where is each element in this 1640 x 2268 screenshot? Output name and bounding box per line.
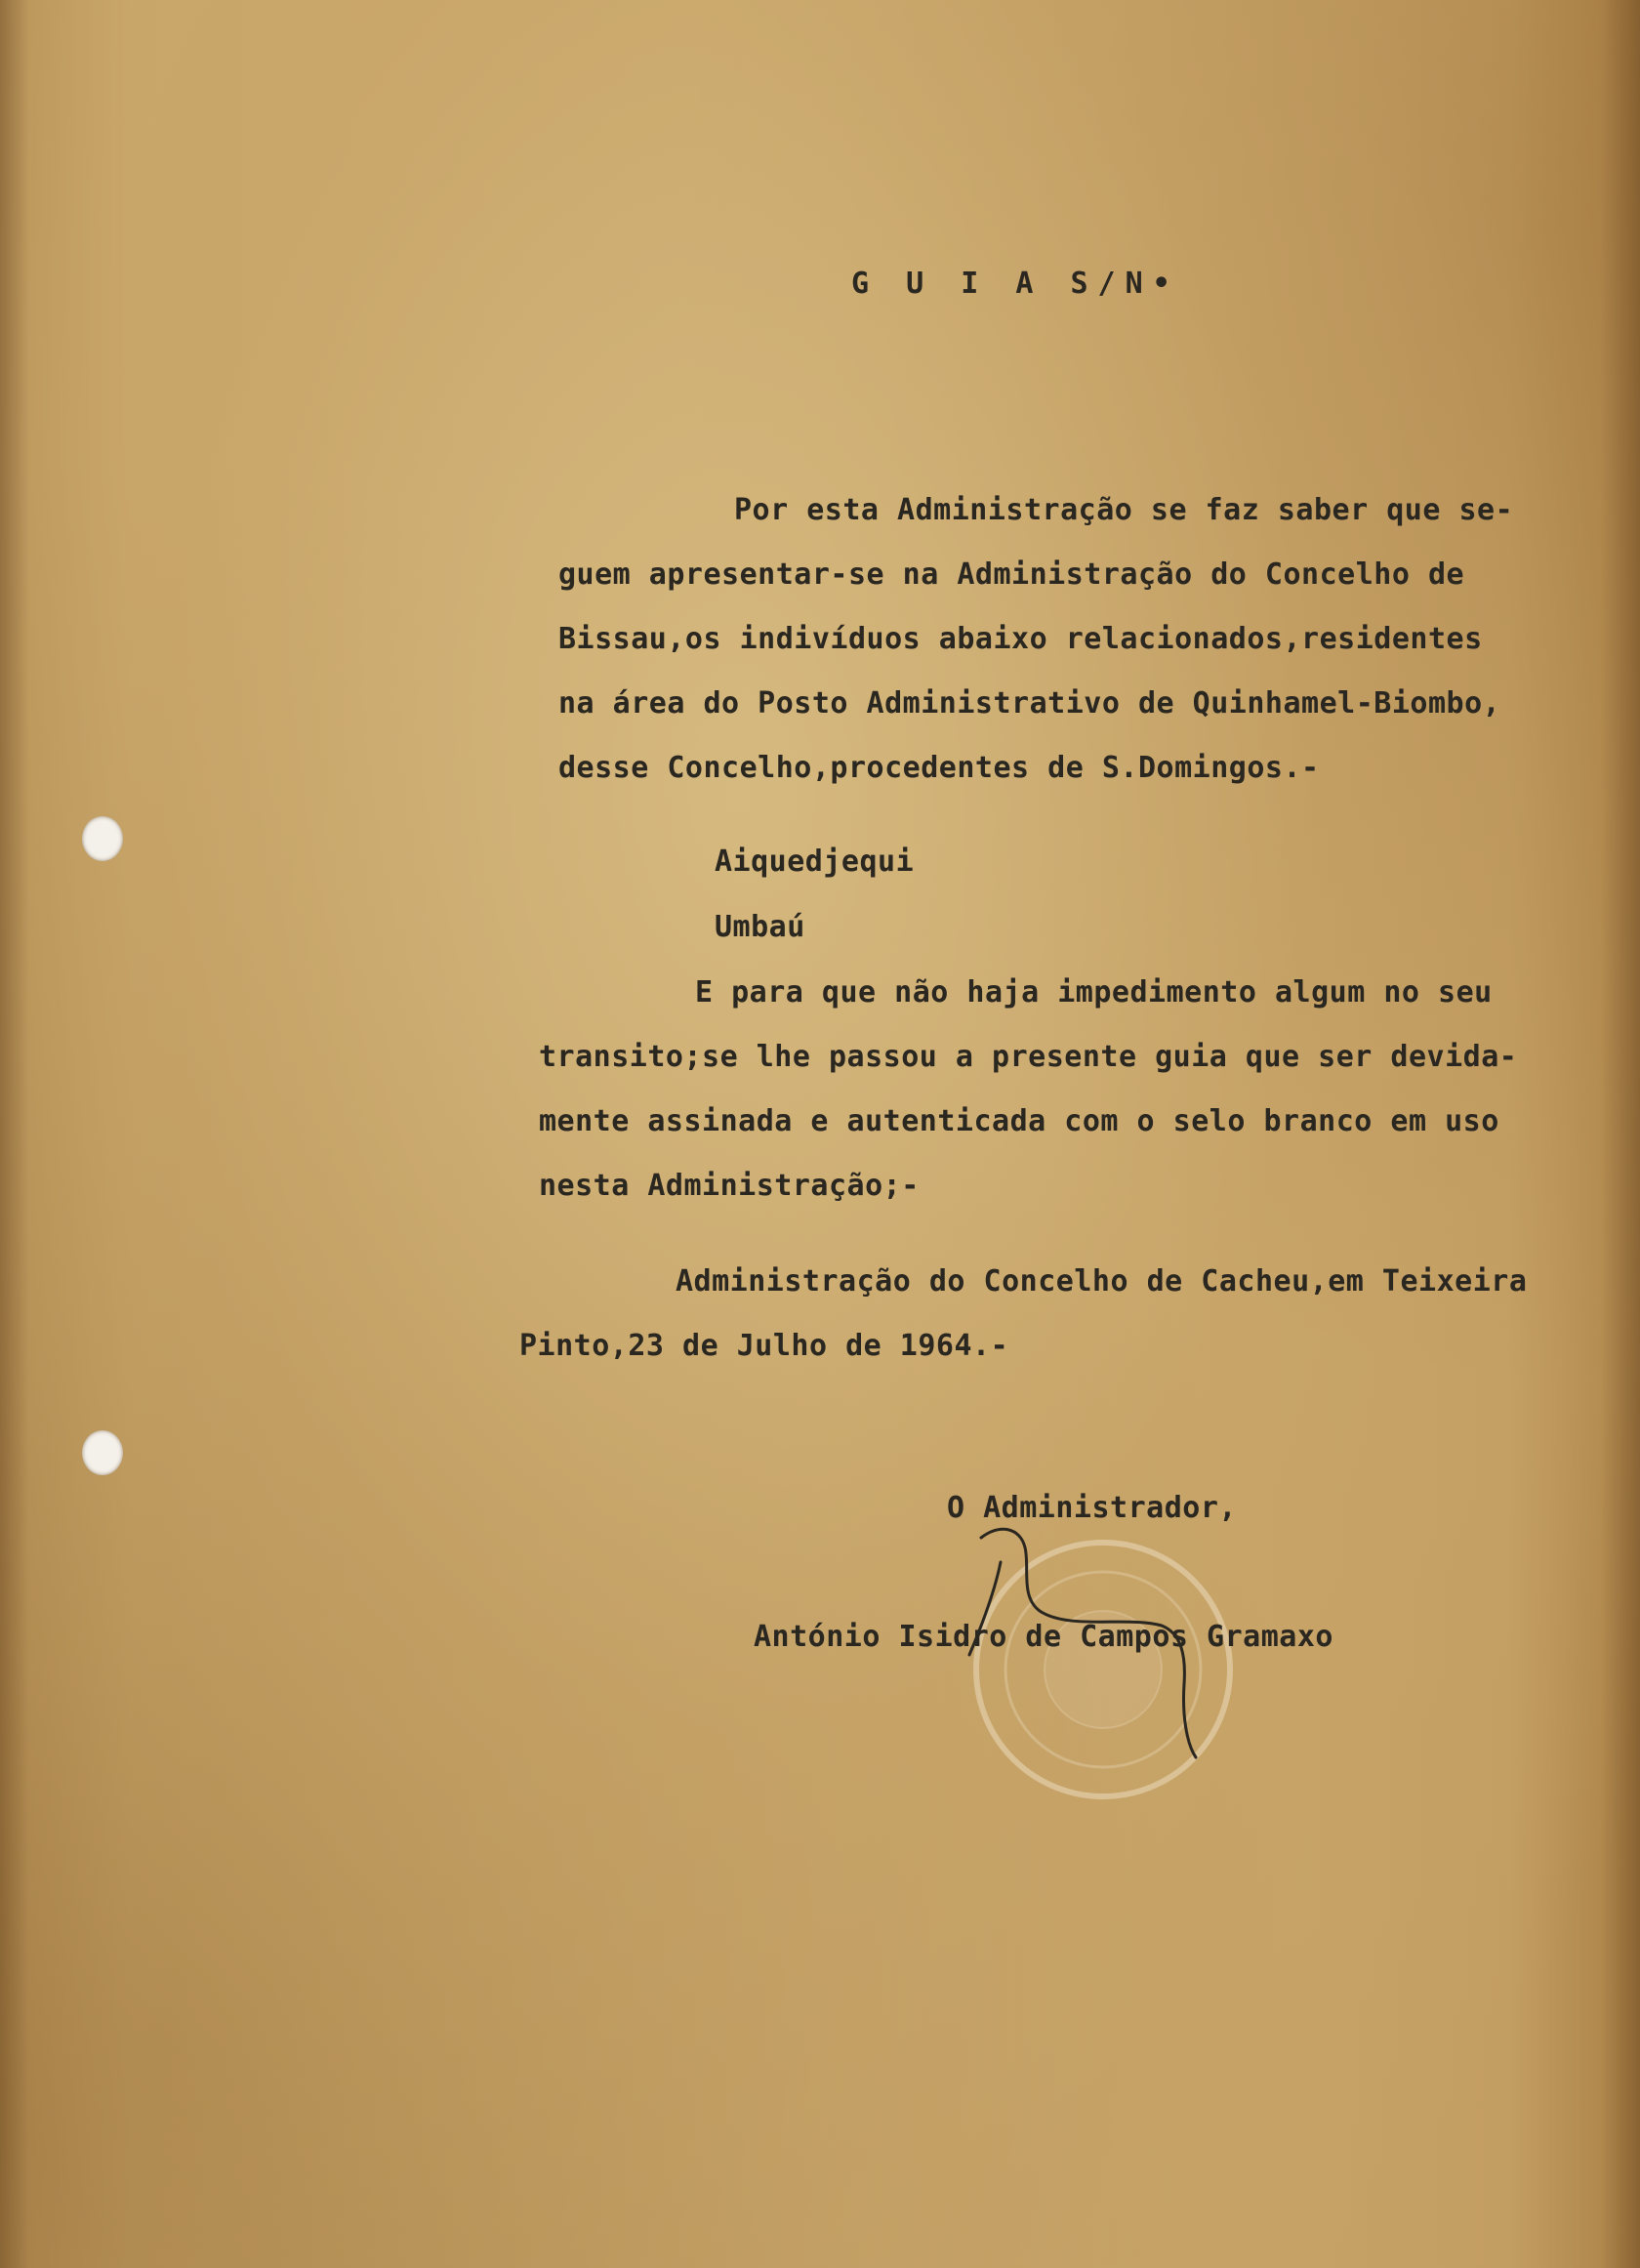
body-line-5: desse Concelho,procedentes de S.Domingos.-	[558, 751, 1320, 785]
place-date-line-1: Administração do Concelho de Cacheu,em Teixeira	[676, 1264, 1528, 1299]
closing-line-1: E para que não haja impedimento algum no seu	[695, 975, 1493, 1010]
body-line-1: Por esta Administração se faz saber que se-	[734, 493, 1514, 527]
signatory-name: António Isidro de Campos Gramaxo	[754, 1620, 1333, 1654]
person-name-1: Aiquedjequi	[715, 845, 915, 879]
person-name-2: Umbaú	[715, 910, 805, 944]
closing-line-2: transito;se lhe passou a presente guia que ser devida-	[539, 1040, 1518, 1074]
body-line-3: Bissau,os indivíduos abaixo relacionados,residentes	[558, 622, 1483, 656]
handwritten-signature	[962, 1518, 1254, 1772]
document-title: G U I A S/N•	[851, 267, 1180, 301]
body-line-4: na área do Posto Administrativo de Quinhamel-Biombo,	[558, 686, 1501, 721]
place-date-line-2: Pinto,23 de Julho de 1964.-	[519, 1329, 1009, 1363]
paper-left-edge	[0, 0, 29, 2268]
punch-hole-lower	[82, 1430, 123, 1475]
paper-right-edge	[1601, 0, 1640, 2268]
signatory-title: O Administrador,	[947, 1491, 1237, 1525]
punch-hole-upper	[82, 816, 123, 861]
closing-line-3: mente assinada e autenticada com o selo branco em uso	[539, 1104, 1499, 1138]
closing-line-4: nesta Administração;-	[539, 1169, 920, 1203]
body-line-2: guem apresentar-se na Administração do Concelho de	[558, 557, 1465, 592]
